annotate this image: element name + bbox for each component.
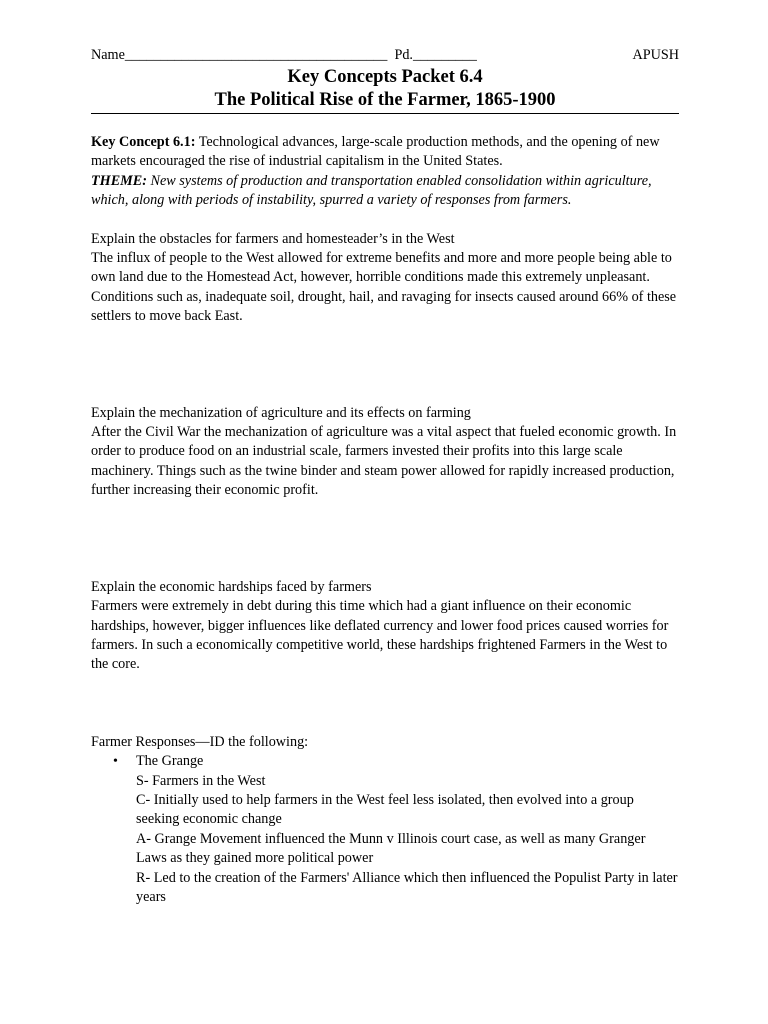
period-field: Pd._________ — [394, 47, 477, 63]
name-field: Name_____________________________________ — [91, 47, 388, 63]
section-answer: Farmers were extremely in debt during this time which had a giant influence on their economic hardships, however, bigger influences like deflated currency and lower food prices caused worries for farmers. In such a economically competitive world, these hardships frightened Farmers in the West to the core. — [91, 598, 669, 673]
key-concept-block — [91, 133, 679, 211]
document-page — [91, 46, 679, 907]
item-c: C- Initially used to help farmers in the West feel less isolated, then evolved into a group seeking economic change — [136, 791, 634, 828]
section-obstacles — [91, 230, 679, 327]
key-concept-text: Technological advances, large-scale production methods, and the opening of new markets encouraged the rise of industrial capitalism in the United States. — [91, 134, 660, 170]
theme-label: THEME: — [91, 172, 147, 189]
responses-heading: Farmer Responses—ID the following: — [91, 733, 309, 750]
section-prompt: Explain the economic hardships faced by farmers — [91, 578, 372, 595]
name-pd-field — [91, 46, 477, 65]
responses-list — [91, 752, 679, 907]
list-item — [91, 752, 679, 907]
section-mechanization — [91, 404, 679, 501]
item-r: R- Led to the creation of the Farmers' Alliance which then influenced the Populist Party in later years — [136, 869, 678, 905]
item-a: A- Grange Movement influenced the Munn v Illinois court case, as well as many Granger Laws as they gained more political power — [136, 830, 646, 867]
key-concept-label: Key Concept 6.1: — [91, 134, 196, 150]
section-farmer-responses — [91, 733, 679, 908]
theme-text: New systems of production and transportation enabled consolidation within agriculture, which, along with periods of instability, spurred a variety of responses from farmers. — [91, 172, 652, 209]
title-divider — [91, 113, 679, 114]
section-hardships — [91, 578, 679, 675]
title-line-1: Key Concepts Packet 6.4 — [287, 67, 483, 87]
section-answer: After the Civil War the mechanization of agriculture was a vital aspect that fueled economic growth. In order to produce food on an industrial scale, farmers invested their profits into this large scale machinery. Things such as the twine binder and steam power allowed for rapidly increased production, further increasing their economic profit. — [91, 424, 677, 499]
bullet-icon: • — [113, 754, 118, 770]
section-prompt: Explain the mechanization of agriculture and its effects on farming — [91, 404, 471, 421]
item-s: S- Farmers in the West — [136, 772, 266, 789]
section-prompt: Explain the obstacles for farmers and homesteader’s in the West — [91, 230, 455, 247]
section-answer: The influx of people to the West allowed for extreme benefits and more and more people being able to own land due to the Homestead Act, however, horrible conditions made this extremely unpleasant. Conditions such as, inadequate soil, drought, hail, and ravaging for insects caused around 66% of these settlers to move back East. — [91, 250, 677, 325]
header-row — [91, 46, 679, 66]
course-label: APUSH — [632, 47, 679, 63]
title-line-2: The Political Rise of the Farmer, 1865-1900 — [214, 90, 556, 110]
item-title: The Grange — [136, 753, 204, 770]
